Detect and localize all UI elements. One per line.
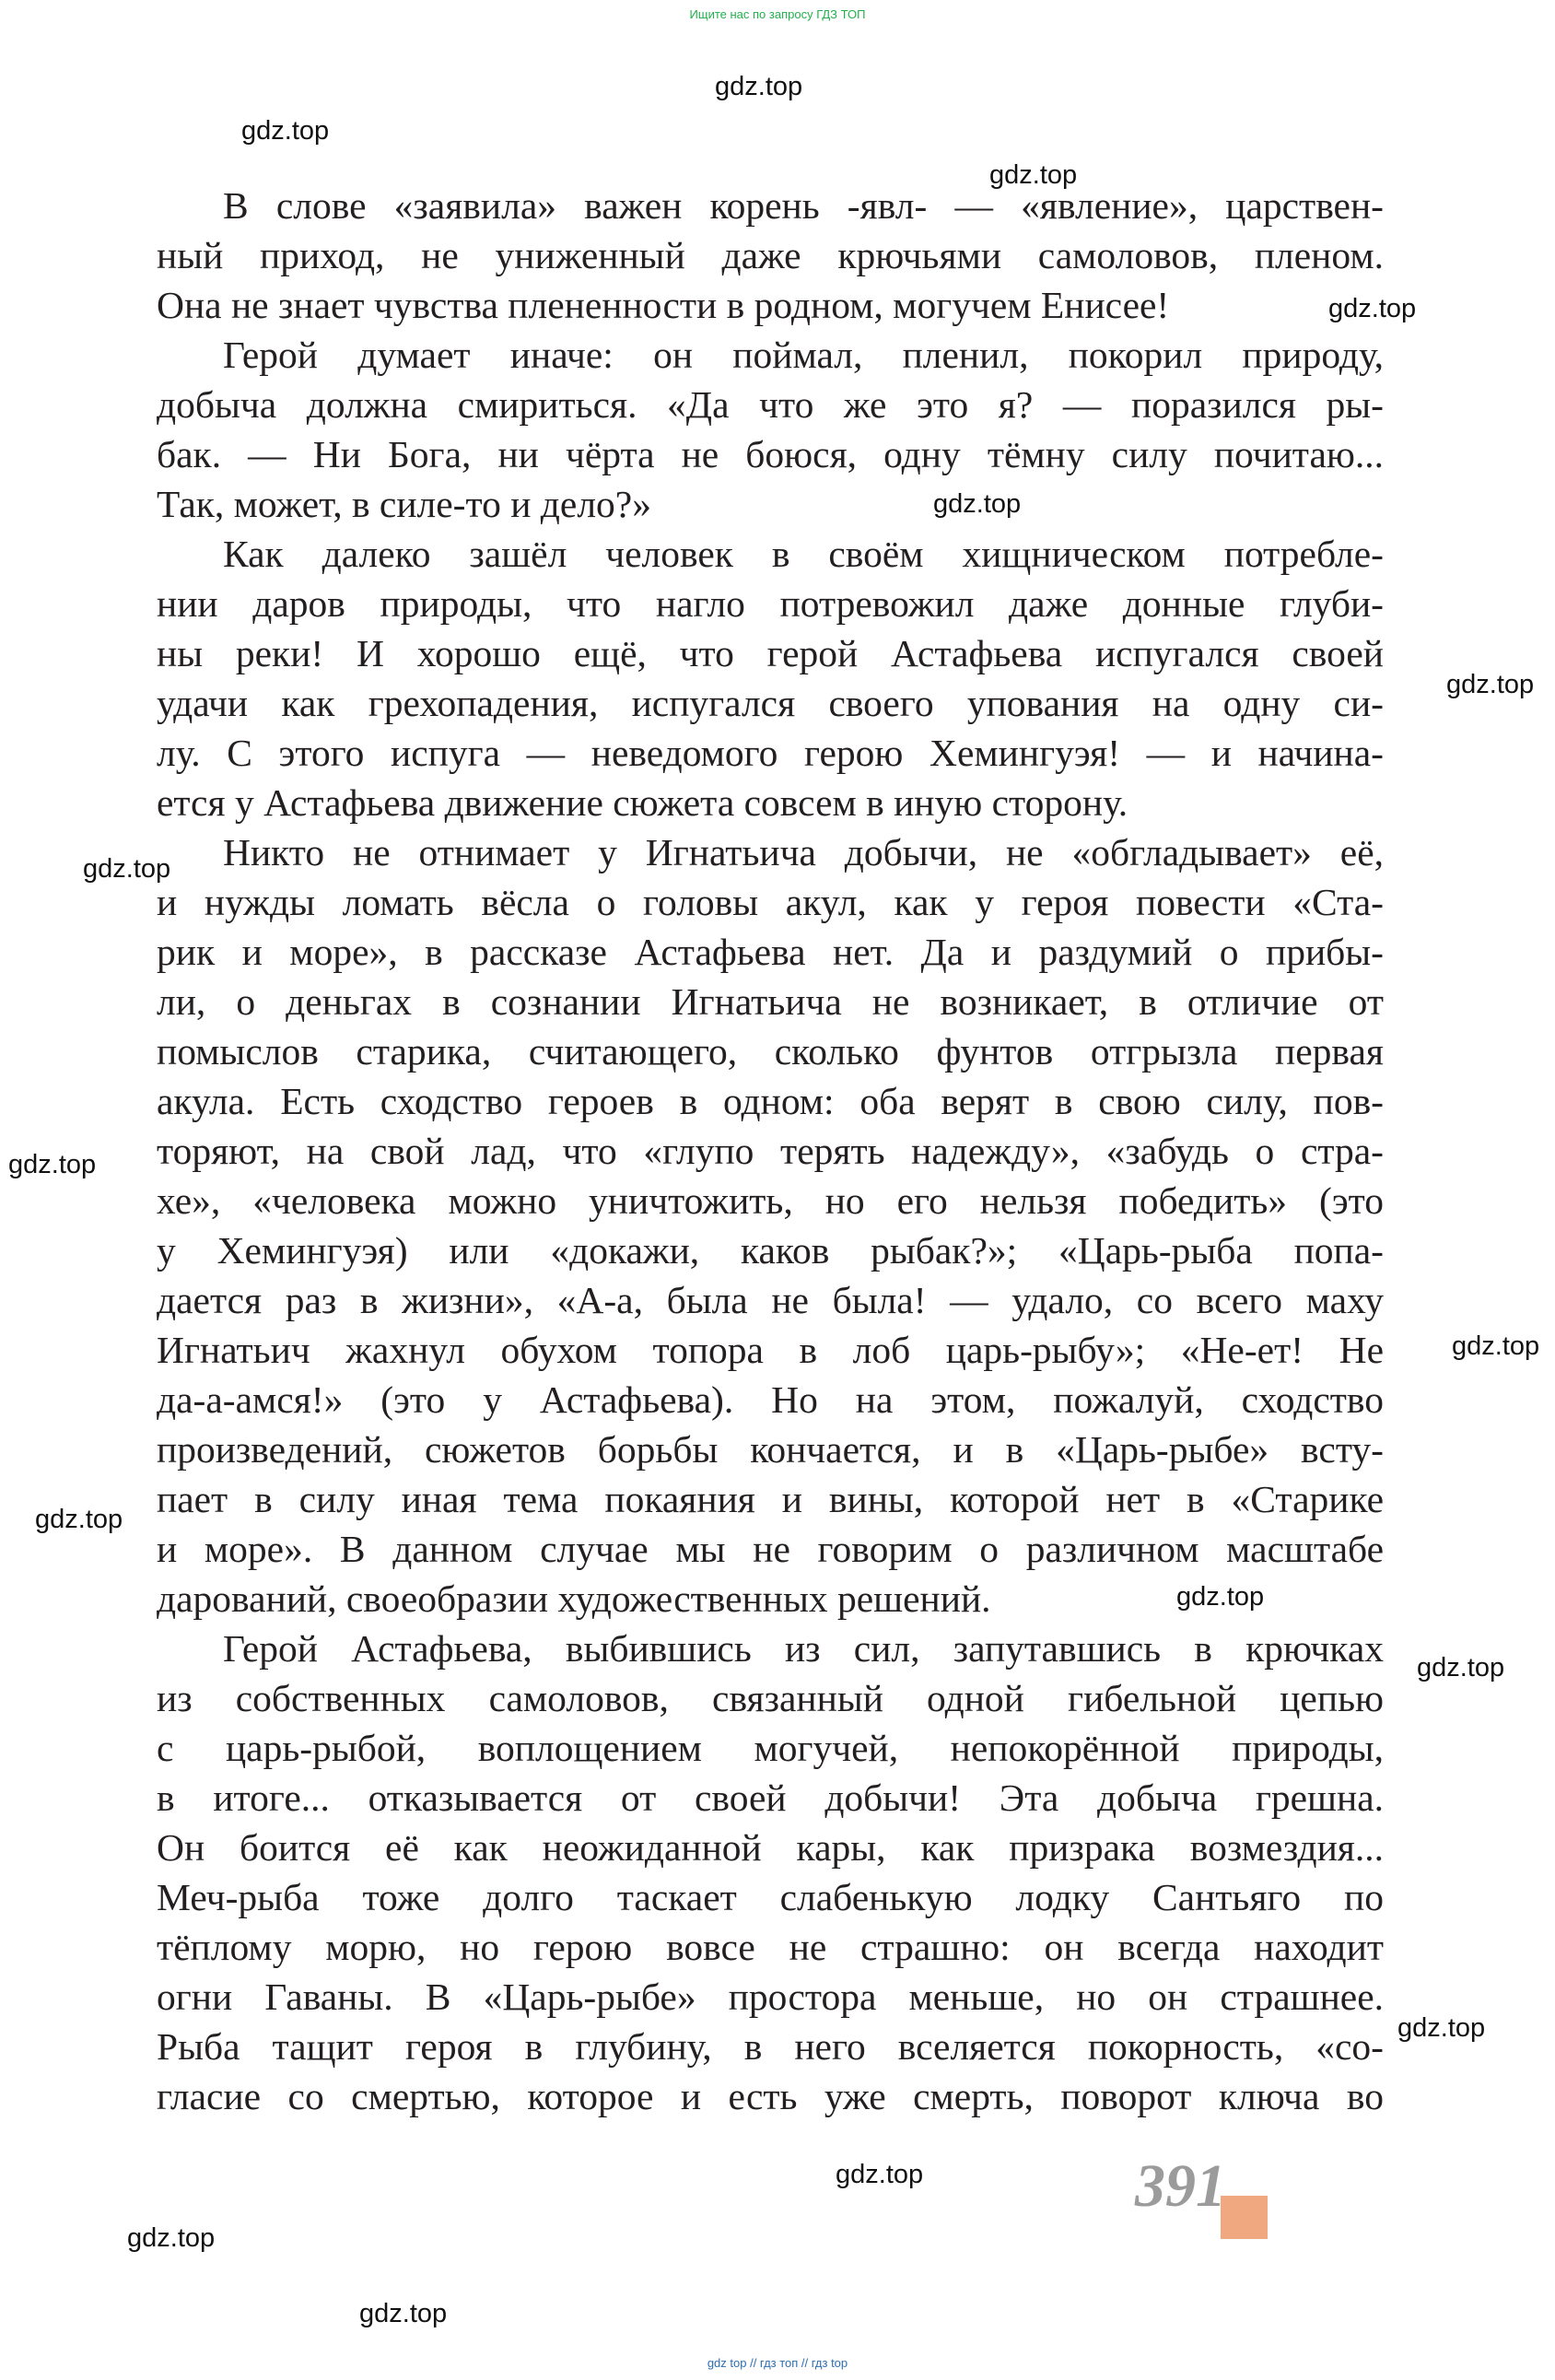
- footer-note: gdz top // гдз топ // гдз top: [707, 2356, 848, 2370]
- text-line: пает в силу иная тема покаяния и вины, которой нет в «Старике: [157, 1478, 1384, 1520]
- watermark: gdz.top: [359, 2299, 448, 2328]
- watermark: gdz.top: [241, 116, 330, 146]
- watermark: gdz.top: [1176, 1582, 1265, 1612]
- text-line: огни Гаваны. В «Царь-рыбе» простора меньше, но он страшнее.: [157, 1976, 1384, 2018]
- text-line: да-а-амся!» (это у Астафьева). Но на этом, пожалуй, сходство: [157, 1378, 1384, 1421]
- text-line: Игнатьич жахнул обухом топора в лоб царь-рыбу»; «Не-ет! Не: [157, 1329, 1384, 1371]
- watermark: gdz.top: [1328, 294, 1417, 323]
- text-line: гласие со смертью, которое и есть уже смерть, поворот ключа во: [157, 2075, 1384, 2117]
- text-line: произведений, сюжетов борьбы кончается, и в «Царь-рыбе» всту-: [157, 1428, 1384, 1471]
- text-line: лу. С этого испуга — неведомого герою Хемингуэя! — и начина-: [157, 732, 1384, 774]
- text-line: Никто не отнимает у Игнатьича добычи, не «обгладывает» её,: [223, 831, 1384, 873]
- text-line: ны реки! И хорошо ещё, что герой Астафьева испугался своей: [157, 632, 1384, 674]
- watermark: gdz.top: [715, 72, 803, 101]
- text-line: ли, о деньгах в сознании Игнатьича не возникает, в отличие от: [157, 980, 1384, 1023]
- text-line: Он боится её как неожиданной кары, как призрака возмездия...: [157, 1826, 1384, 1869]
- text-line: бак. — Ни Бога, ни чёрта не боюся, одну тёмну силу почитаю...: [157, 433, 1384, 475]
- text-line: Герой Астафьева, выбившись из сил, запутавшись в крючках: [223, 1627, 1384, 1670]
- text-line: и море». В данном случае мы не говорим о различном масштабе: [157, 1528, 1384, 1570]
- text-line: с царь-рыбой, воплощением могучей, непокорённой природы,: [157, 1727, 1384, 1769]
- watermark: gdz.top: [127, 2223, 216, 2253]
- watermark: gdz.top: [1446, 670, 1535, 699]
- text-line: Меч-рыба тоже долго таскает слабенькую лодку Сантьяго по: [157, 1876, 1384, 1918]
- watermark: gdz.top: [1397, 2013, 1486, 2043]
- watermark: gdz.top: [1417, 1653, 1505, 1682]
- text-line: ется у Астафьева движение сюжета совсем в иную сторону.: [157, 781, 1128, 824]
- text-line: Так, может, в силе-то и дело?»: [157, 483, 651, 525]
- watermark: gdz.top: [933, 489, 1022, 519]
- text-line: дается раз в жизни», «А-а, была не была! — удало, со всего маху: [157, 1279, 1384, 1321]
- watermark: gdz.top: [83, 854, 171, 884]
- text-line: хе», «человека можно уничтожить, но его нельзя победить» (это: [157, 1179, 1384, 1222]
- text-line: в итоге... отказывается от своей добычи! Эта добыча грешна.: [157, 1776, 1384, 1819]
- text-line: акула. Есть сходство героев в одном: оба верят в свою силу, пов-: [157, 1080, 1384, 1122]
- text-line: дарований, своеобразии художественных решений.: [157, 1577, 991, 1620]
- text-line: ный приход, не униженный даже крючьями самоловов, пленом.: [157, 234, 1384, 276]
- text-line: Как далеко зашёл человек в своём хищническом потребле-: [223, 533, 1384, 575]
- watermark: gdz.top: [8, 1150, 97, 1179]
- watermark: gdz.top: [1452, 1331, 1540, 1361]
- text-line: помыслов старика, считающего, сколько фунтов отгрызла первая: [157, 1030, 1384, 1073]
- text-line: Рыба тащит героя в глубину, в него вселяется покорность, «со-: [157, 2025, 1384, 2068]
- body-text: [157, 181, 1384, 2121]
- header-note: Ищите нас по запросу ГДЗ ТОП: [689, 7, 866, 21]
- text-line: Она не знает чувства плененности в родном, могучем Енисее!: [157, 284, 1170, 326]
- page-number: 391: [1135, 2152, 1226, 2220]
- watermark: gdz.top: [35, 1505, 123, 1534]
- text-line: Герой думает иначе: он поймал, пленил, покорил природу,: [223, 334, 1384, 376]
- text-line: рик и море», в рассказе Астафьева нет. Да и раздумий о прибы-: [157, 931, 1384, 973]
- text-line: В слове «заявила» важен корень -явл- — «явление», царствен-: [223, 184, 1384, 227]
- watermark: gdz.top: [989, 160, 1078, 190]
- text-line: у Хемингуэя) или «докажи, каков рыбак?»; «Царь-рыба попа-: [157, 1229, 1384, 1272]
- text-line: тёплому морю, но герою вовсе не страшно: он всегда находит: [157, 1926, 1384, 1968]
- text-line: добыча должна смириться. «Да что же это я? — поразился ры-: [157, 383, 1384, 426]
- text-line: из собственных самоловов, связанный одной гибельной цепью: [157, 1677, 1384, 1719]
- text-line: торяют, на свой лад, что «глупо терять надежду», «забудь о стра-: [157, 1130, 1384, 1172]
- text-line: и нужды ломать вёсла о головы акул, как у героя повести «Ста-: [157, 881, 1384, 923]
- watermark: gdz.top: [836, 2160, 924, 2189]
- text-line: удачи как грехопадения, испугался своего упования на одну си-: [157, 682, 1384, 724]
- text-line: нии даров природы, что нагло потревожил даже донные глуби-: [157, 582, 1384, 625]
